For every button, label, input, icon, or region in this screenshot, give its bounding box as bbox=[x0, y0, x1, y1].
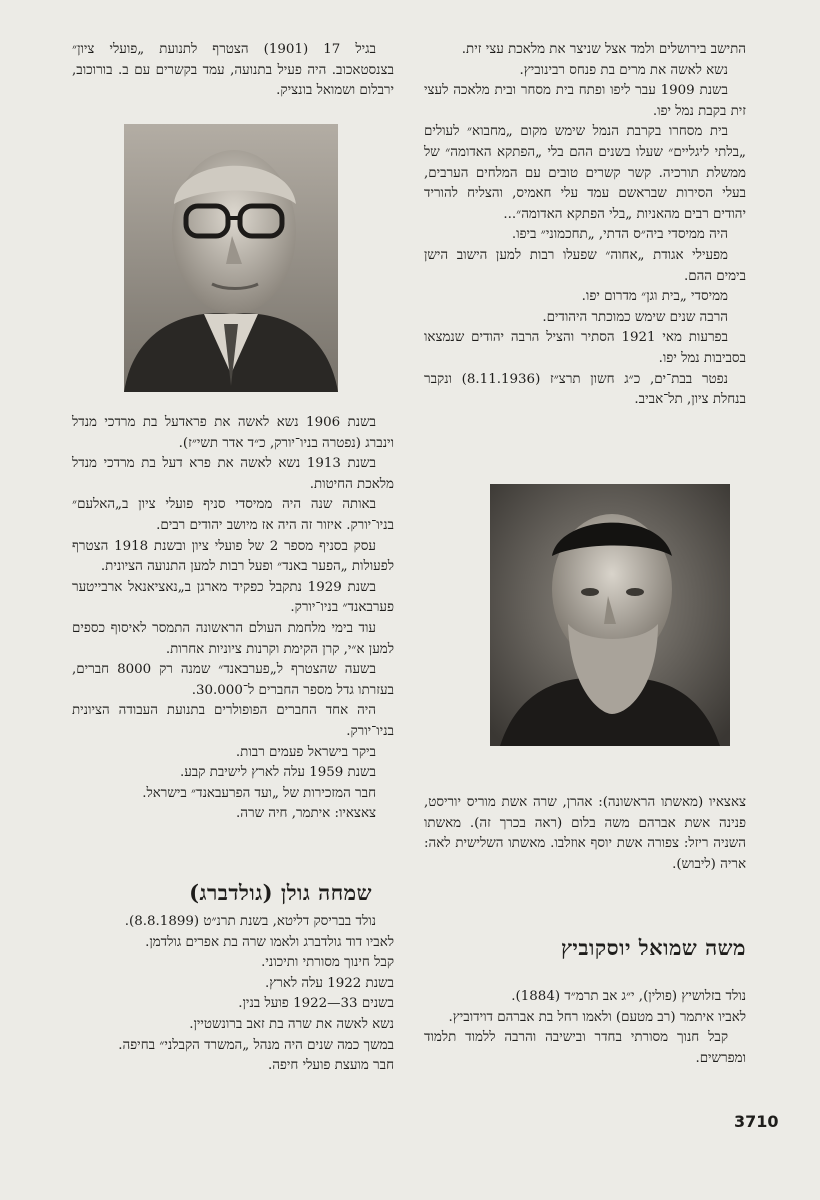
paragraph: בשנת 1929 נתקבל כפקיד מארגן ב„נאציאנאל ארבייטער פערבאנד״ בניו־יורק. bbox=[72, 579, 394, 616]
portrait-image bbox=[490, 484, 730, 746]
paragraph: מפעילי אגודת „אחוה״ שפעלו רבות למען הישוב הישן בימים ההם. bbox=[424, 247, 746, 284]
paragraph: בשנת 1906 נשא לאשה את פראדעל בת מרדכי מנדל וינברג (נפטרה בניו־יורק, כ״ד אדר תשי״ז). bbox=[72, 415, 394, 451]
right-column-caption bbox=[424, 793, 746, 875]
paragraph: היה ממיסדי ביה״ס הדתי, „תחכמוני״ ביפו. bbox=[511, 227, 728, 243]
paragraph: לאביו דוד גולדברג ולאמו שרה בת אפרים גולדמן. bbox=[145, 934, 394, 950]
paragraph: צאצאיו (מאשתו הראשונה): אהרן, שרה אשת מוריס יוריסט, פנינה אשת אברהם משה בלום (ראה בכרך זה). מאשתו השניה ריזל: צפורה אשת יוסף אוזלבו. מאשתו השלישית לאה: אריה (ליבוש). bbox=[424, 795, 746, 872]
paragraph: בשעה שהצטרף ל„פערבאנד״ שמנה רק 8000 חברים, בעזרתו גדל מספר החברים ל־30.000. bbox=[72, 662, 394, 698]
left-column-upper bbox=[72, 40, 394, 102]
paragraph: התישב בירושלים ולמד אצל שניצר את מלאכת עצי זית. bbox=[461, 42, 746, 57]
paragraph: בשנת 1909 עבר ליפו ופתח בית מסחר ובית מלאכה לעצי זית בקבת נמל יפו. bbox=[424, 83, 746, 119]
paragraph: הרבה שנים שימש כמוכתר היהודים. bbox=[542, 309, 728, 325]
paragraph: חבר מועצת פועלי חיפה. bbox=[267, 1058, 394, 1074]
paragraph: ביקר בישראל פעמים רבות. bbox=[235, 744, 376, 760]
paragraph: חבר המזכירות של „ועד הפרעבאנד״ בישראל. bbox=[142, 785, 376, 801]
paragraph: נשא לאשה את מרים בת פנחס רבינוביץ. bbox=[519, 62, 728, 78]
paragraph: בגיל 17 (1901) הצטרף לתנועת „פועלי ציון״ בצנסטאכוב. היה פעיל בתנועה, עמד בקשרים עם ב. בורוכוב, ירבלום ושמואל בונציק. bbox=[72, 42, 394, 99]
paragraph: בשנת 1959 עלה לארץ לישיבת קבע. bbox=[179, 765, 376, 781]
paragraph: עסק בסניף מספר 2 של פועלי ציון ובשנת 1918 הצטרף לפעולות „הפער באנד״ ופעל רבות למען התנועה הציונית. bbox=[72, 538, 394, 575]
paragraph: בשנים 33—1922 פועל בנין. bbox=[238, 996, 394, 1012]
paragraph: קבל חנוך מסורתי בחדר ובישיבה והרבה ללמוד תלמוד ומפרשים. bbox=[424, 1030, 746, 1066]
portrait-image bbox=[124, 124, 338, 392]
page-number: 3710 bbox=[734, 1112, 779, 1131]
paragraph: ממיסדי „בית וגן״ מדרום יפו. bbox=[581, 289, 728, 305]
paragraph: במשך כמה שנים היה מנהל „המשרד הקבלני״ בחיפה. bbox=[118, 1037, 394, 1053]
paragraph: בשנת 1922 עלה לארץ. bbox=[265, 975, 394, 991]
paragraph: נולד בבריסק דליטא, בשנת תרנ״ט (8.8.1899). bbox=[124, 914, 376, 929]
paragraph: עוד בימי מלחמת העולם הראשונה התמסר לאיסוף כספים למען א״י, קרן הקימת וקרנות ציוניות אחרות. bbox=[72, 620, 394, 657]
right-column-lower bbox=[424, 987, 746, 1069]
paragraph: קבל חינוך מסורתי ותיכוני. bbox=[261, 955, 394, 971]
portrait-photo-bearded-man bbox=[490, 484, 730, 746]
paragraph: נפטר בבת־ים, כ״ג חשון תרצ״ז (8.11.1936) ונקבר בנחלת ציון, תל־אביב. bbox=[424, 371, 746, 408]
portrait-photo-man-with-glasses bbox=[124, 124, 338, 392]
left-column-middle bbox=[72, 413, 394, 825]
biography-heading-left: שמחה גולן (גולדברג) bbox=[189, 880, 372, 905]
paragraph: בית מסחרו בקרבת הנמל שימש מקום „מחבוא״ לעולים „בלתי ליגליים״ שעלו בשנים ההם בלי „הפתקא האדומה״ של ממשלת תורכיה. קשר קשרים טובים עם המלחים הערבים, בעלי הסירות שבראשם עמד עלי חאמיס, והצליח להוריד יהודים רבים מהאניות „בלי הפתקא האדומה״... bbox=[424, 124, 746, 222]
biography-heading-right: משה שמואל יוסקוביץ bbox=[560, 935, 746, 960]
left-column-lower bbox=[72, 912, 394, 1077]
paragraph: בפרעות מאי 1921 הסתיר והציל הרבה יהודים שנמצאו בסביבות נמל יפו. bbox=[424, 330, 746, 366]
paragraph: היה אחד החברים הפופולרים בתנועת העבודה הציונית בניו־יורק. bbox=[72, 703, 394, 739]
paragraph: באותה שנה היה ממיסדי סניף פועלי ציון ב„האלעם״ בניו־יורק. איזור זה היה אז מיושב יהודים רבים. bbox=[72, 497, 394, 533]
paragraph: נולד בזלושיץ (פולין), י״ג אב תרמ״ד (1884). bbox=[511, 989, 746, 1004]
paragraph: לאביו איתמר (רב מטעם) ולאמו רחל בת אברהם דוידוביץ. bbox=[448, 1009, 746, 1025]
paragraph: נשא לאשה את שרה בת זאב ברונשטיין. bbox=[189, 1016, 394, 1032]
right-column-upper bbox=[424, 40, 746, 411]
paragraph: צאצאיו: איתמר, חיה שרה. bbox=[236, 806, 376, 822]
paragraph: בשנת 1913 נשא לאשה את פרא דעל בת מרדכי מנדל מלאכת החיטות. bbox=[72, 456, 394, 492]
